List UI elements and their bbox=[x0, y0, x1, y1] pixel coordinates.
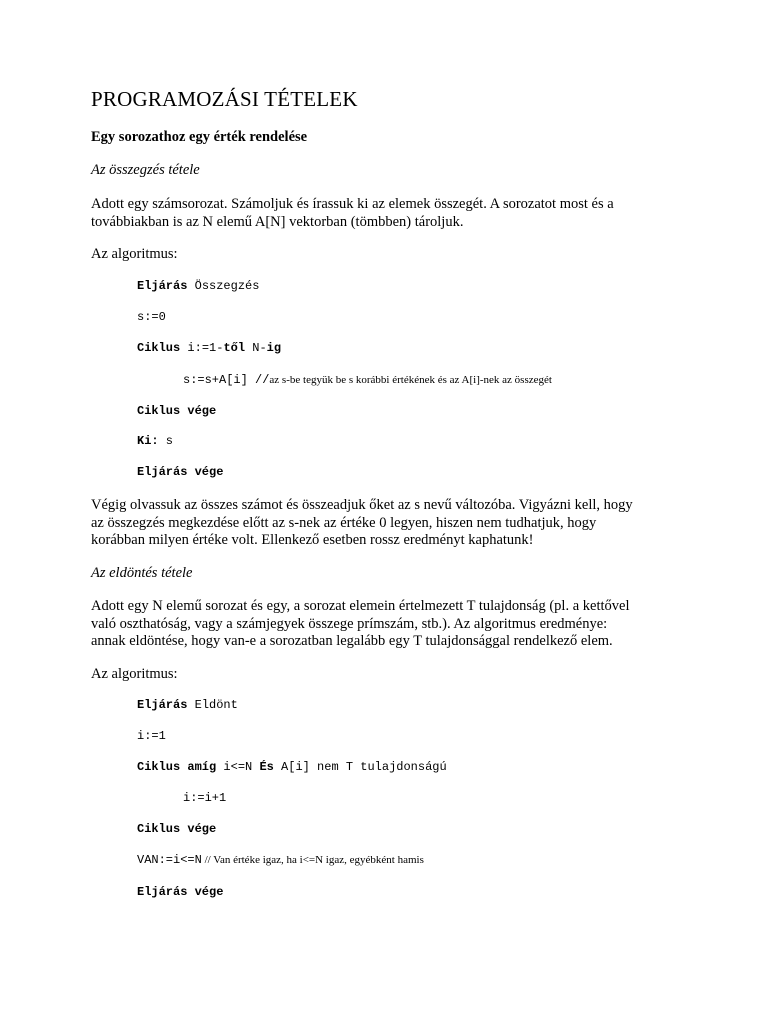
code-line bbox=[137, 853, 688, 867]
text-line: Végig olvassuk az összes számot és összeadjuk őket az s nevű változóba. Vigyázni kell, hogy bbox=[91, 497, 633, 513]
subheading-eldontes: Az eldöntés tétele bbox=[91, 565, 193, 581]
text-line: korábban milyen értéke volt. Ellenkező esetben rossz eredményt kaphatunk! bbox=[91, 532, 534, 548]
code-text: VAN:=i<=N bbox=[137, 853, 202, 867]
code-line: Eljárás vége bbox=[137, 885, 224, 899]
algorithm-label: Az algoritmus: bbox=[91, 666, 178, 682]
code-keyword: Ciklus bbox=[137, 341, 181, 355]
subheading-osszegzes: Az összegzés tétele bbox=[91, 162, 200, 178]
code-text: i<=N bbox=[216, 760, 260, 774]
code-keyword: És bbox=[259, 760, 274, 774]
text-line: továbbiakban is az N elemű A[N] vektorban (tömbben) tároljuk. bbox=[91, 213, 464, 230]
code-comment: // Van értéke igaz, ha i<=N igaz, egyébként hamis bbox=[201, 854, 424, 866]
code-line bbox=[137, 760, 688, 774]
code-line bbox=[137, 279, 688, 293]
code-line: i:=1 bbox=[137, 729, 166, 743]
code-line bbox=[183, 373, 688, 387]
code-text: s bbox=[158, 434, 174, 448]
text-line: annak eldöntése, hogy van-e a sorozatban legalább egy T tulajdonsággal rendelkező elem. bbox=[91, 633, 613, 649]
code-line bbox=[137, 434, 688, 448]
code-comment: az s-be tegyük be s korábbi értékének és az A[i]-nek az összegét bbox=[269, 374, 552, 386]
code-text: i:=1- bbox=[180, 341, 224, 355]
code-line: Ciklus vége bbox=[137, 822, 217, 836]
section-heading: Egy sorozathoz egy érték rendelése bbox=[91, 129, 308, 145]
paragraph-osszegzes-explanation bbox=[91, 497, 688, 550]
code-keyword: ig bbox=[266, 341, 282, 355]
text-line: való oszthatóság, vagy a számjegyek összege prímszám, stb.). Az algoritmus eredménye: bbox=[91, 615, 608, 632]
paragraph-osszegzes-intro bbox=[91, 196, 688, 231]
code-line: Eljárás vége bbox=[137, 465, 224, 479]
code-keyword: Ciklus amíg bbox=[137, 760, 217, 774]
code-text: s:=s+A[i] // bbox=[183, 373, 270, 387]
paragraph-eldontes-intro bbox=[91, 598, 688, 651]
code-keyword: Eljárás bbox=[137, 698, 188, 712]
code-line bbox=[137, 698, 688, 712]
code-line bbox=[137, 341, 688, 355]
text-line: Adott egy N elemű sorozat és egy, a sorozat elemein értelmezett T tulajdonság (pl. a kettővel bbox=[91, 598, 630, 614]
code-line: Ciklus vége bbox=[137, 404, 217, 418]
code-text: Összegzés bbox=[187, 279, 260, 293]
code-text: N- bbox=[245, 341, 267, 355]
code-text: Eldönt bbox=[187, 698, 238, 712]
text-line: Adott egy számsorozat. Számoljuk és írassuk ki az elemek összegét. A sorozatot most és a bbox=[91, 196, 614, 212]
code-text: A[i] nem T tulajdonságú bbox=[273, 760, 447, 774]
code-keyword: től bbox=[223, 341, 246, 355]
code-keyword: Eljárás bbox=[137, 279, 188, 293]
code-line: i:=i+1 bbox=[183, 791, 227, 805]
text-line: az összegzés megkezdése előtt az s-nek az értéke 0 legyen, hiszen nem tudhatjuk, hogy bbox=[91, 514, 597, 531]
code-line: s:=0 bbox=[137, 310, 166, 324]
page-title: PROGRAMOZÁSI TÉTELEK bbox=[91, 87, 358, 111]
code-keyword: Ki: bbox=[137, 434, 159, 448]
algorithm-label: Az algoritmus: bbox=[91, 246, 178, 262]
